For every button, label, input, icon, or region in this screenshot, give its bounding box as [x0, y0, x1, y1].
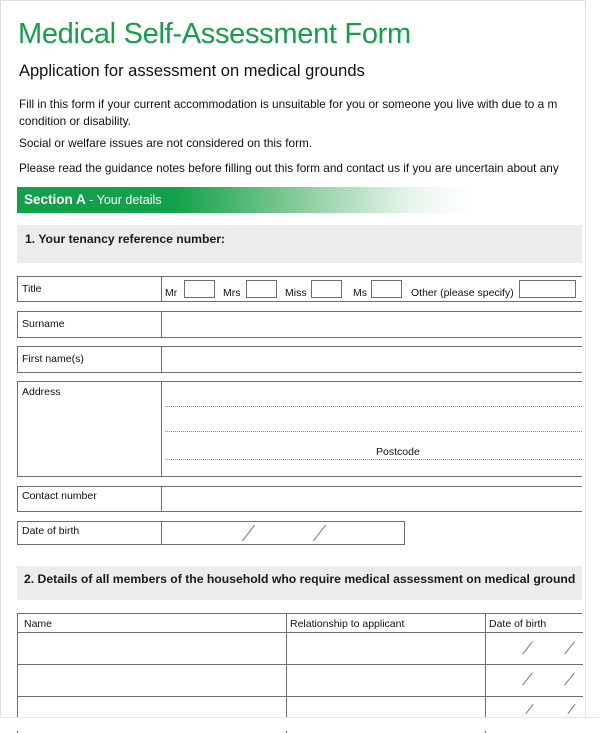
title-option-mrs-checkbox[interactable] — [246, 280, 277, 298]
table-row-2-name-input[interactable] — [18, 665, 286, 696]
title-option-ms-label: Ms — [353, 287, 367, 299]
section-a-label: Section A — [24, 192, 86, 207]
contact-number-label: Contact number — [22, 490, 97, 502]
intro-paragraph-2: Social or welfare issues are not considered on this form. — [19, 136, 313, 150]
intro-paragraph-1-cont: condition or disability. — [19, 114, 131, 128]
postcode-label: Postcode — [376, 446, 420, 458]
title-option-ms-checkbox[interactable] — [371, 280, 402, 298]
date-of-birth-label: Date of birth — [22, 525, 80, 537]
title-option-miss-checkbox[interactable] — [311, 280, 342, 298]
title-option-mr-checkbox[interactable] — [184, 280, 215, 298]
address-row — [17, 381, 582, 477]
address-line-3[interactable] — [165, 459, 582, 460]
tenancy-reference-label: 1. Your tenancy reference number: — [25, 232, 226, 246]
row-divider — [161, 382, 162, 476]
column-header-date-of-birth: Date of birth — [489, 618, 547, 630]
title-other-specify-input[interactable] — [519, 280, 576, 298]
page-bottom-edge — [0, 717, 600, 731]
section-a-header — [17, 187, 582, 213]
table-row-2-relationship-input[interactable] — [287, 665, 485, 696]
form-title: Medical Self-Assessment Form — [18, 18, 411, 50]
address-line-1[interactable] — [165, 406, 582, 407]
surname-label: Surname — [22, 318, 65, 330]
column-header-relationship: Relationship to applicant — [290, 618, 405, 630]
row-divider — [161, 277, 162, 301]
first-names-input[interactable] — [162, 347, 582, 372]
date-of-birth-input[interactable] — [162, 522, 404, 544]
table-row-1-name-input[interactable] — [18, 633, 286, 664]
address-label: Address — [22, 386, 61, 398]
intro-paragraph-1: Fill in this form if your current accommodation is unsuitable for you or someone you live with due to a m — [19, 97, 558, 111]
title-option-miss-label: Miss — [285, 287, 307, 299]
tenancy-reference-field[interactable] — [17, 225, 582, 263]
household-members-header — [17, 566, 582, 600]
first-names-label: First name(s) — [22, 353, 84, 365]
section-a-title: Your details — [96, 193, 162, 207]
table-row-1-relationship-input[interactable] — [287, 633, 485, 664]
household-members-label: 2. Details of all members of the household who require medical assessment on medical ground — [24, 572, 576, 586]
title-option-mr-label: Mr — [165, 287, 178, 299]
title-option-mrs-label: Mrs — [223, 287, 241, 299]
surname-input[interactable] — [162, 312, 582, 337]
page-edge — [585, 0, 600, 730]
address-line-2[interactable] — [165, 431, 582, 432]
title-label: Title — [22, 283, 42, 295]
household-table — [17, 613, 582, 733]
column-header-name: Name — [24, 618, 53, 630]
intro-paragraph-3: Please read the guidance notes before filling out this form and contact us if you are uncertain about any — [19, 161, 559, 175]
form-subtitle: Application for assessment on medical grounds — [19, 62, 365, 80]
title-option-other-label: Other (please specify) — [411, 287, 514, 299]
section-a-separator: - — [85, 193, 97, 207]
contact-number-input[interactable] — [162, 487, 582, 511]
